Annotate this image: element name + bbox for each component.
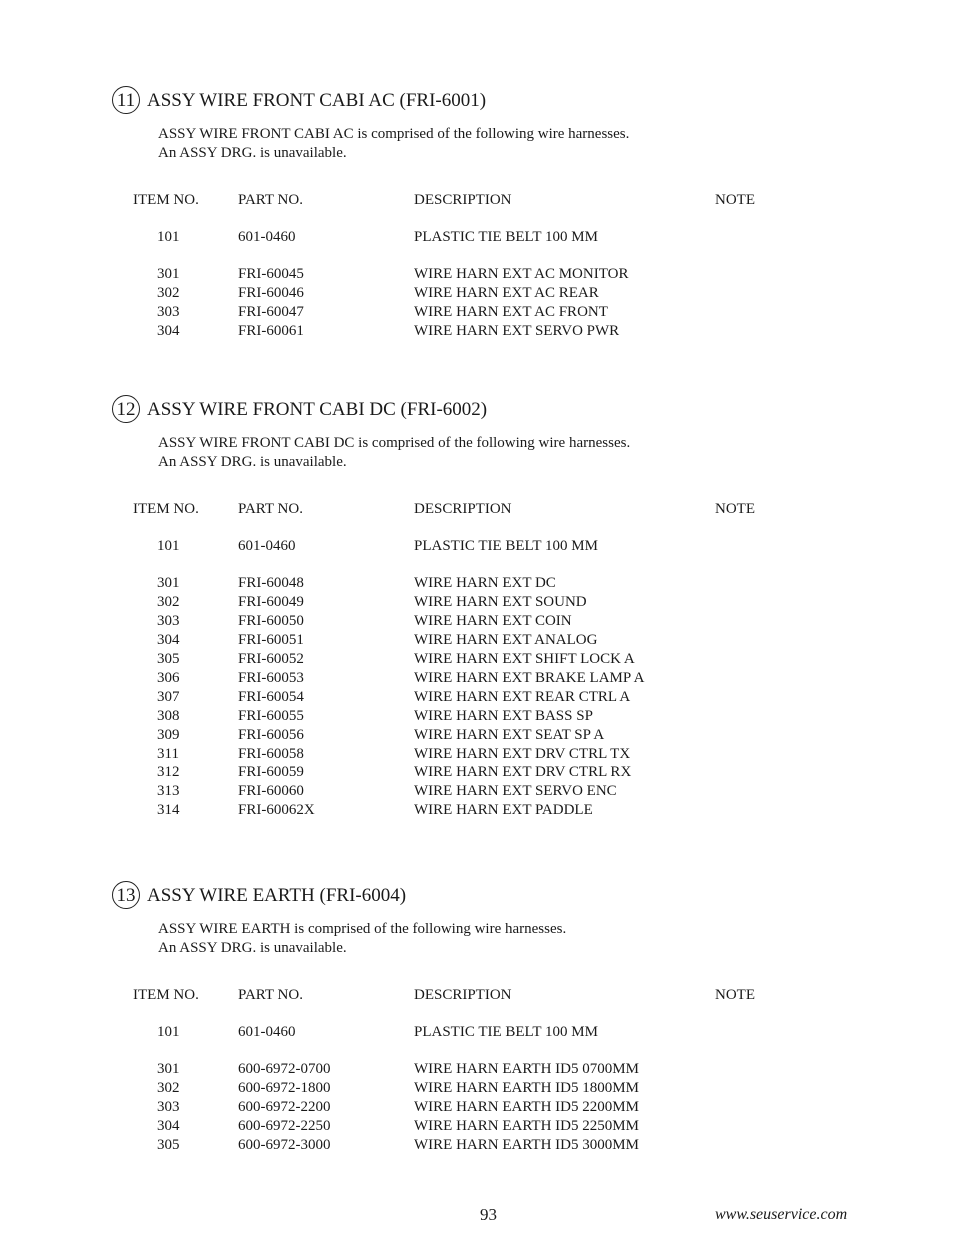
section-number-badge: 12 [112, 395, 140, 423]
section-intro [158, 920, 566, 958]
item-number: 301 [157, 266, 180, 283]
table-row [0, 1136, 954, 1155]
part-description: WIRE HARN EXT AC FRONT [414, 304, 608, 321]
column-header-item: ITEM NO. [133, 501, 199, 517]
part-description: WIRE HARN EARTH ID5 2250MM [414, 1118, 639, 1135]
part-number: FRI-60062X [238, 802, 315, 819]
table-row [0, 763, 954, 782]
table-row [0, 1023, 954, 1042]
section-heading [112, 85, 486, 115]
item-number: 312 [157, 764, 180, 781]
item-number: 304 [157, 323, 180, 340]
item-number: 307 [157, 688, 180, 705]
table-row [0, 1098, 954, 1117]
section-intro [158, 434, 630, 472]
column-header-note: NOTE [715, 501, 755, 517]
part-number: FRI-60056 [238, 726, 304, 743]
table-header [0, 986, 954, 1005]
item-number: 313 [157, 783, 180, 800]
intro-line: ASSY WIRE EARTH is comprised of the following wire harnesses. [158, 921, 567, 937]
part-number: FRI-60059 [238, 764, 304, 781]
item-number: 301 [157, 1061, 180, 1078]
part-number: FRI-60058 [238, 745, 304, 762]
part-number: 601-0460 [238, 1024, 296, 1040]
part-description: WIRE HARN EARTH ID5 3000MM [414, 1137, 639, 1153]
part-description: WIRE HARN EXT SEAT SP A [414, 726, 605, 743]
section-title: ASSY WIRE FRONT CABI DC (FRI-6002) [147, 398, 488, 420]
part-number: 600-6972-2200 [238, 1099, 331, 1116]
item-number: 304 [157, 1118, 180, 1135]
table-row [0, 631, 954, 650]
item-number: 101 [157, 538, 180, 554]
table-row [0, 574, 954, 593]
column-header-part: PART NO. [238, 192, 303, 208]
table-row [0, 612, 954, 631]
item-number: 306 [157, 669, 180, 686]
part-number: 600-6972-0700 [238, 1061, 331, 1078]
item-number: 305 [157, 1137, 180, 1153]
item-number: 302 [157, 594, 180, 611]
item-number: 302 [157, 285, 180, 302]
table-header [0, 500, 954, 519]
intro-line: An ASSY DRG. is unavailable. [158, 454, 347, 470]
part-number: FRI-60061 [238, 323, 304, 340]
table-row [0, 322, 954, 341]
table-row [0, 707, 954, 726]
item-number: 101 [157, 1024, 180, 1040]
table-row [0, 688, 954, 707]
column-header-item: ITEM NO. [133, 987, 199, 1003]
part-description: WIRE HARN EXT AC MONITOR [414, 266, 629, 283]
part-number: FRI-60046 [238, 285, 304, 302]
item-number: 302 [157, 1080, 180, 1097]
part-number: FRI-60053 [238, 669, 304, 686]
table-row [0, 537, 954, 556]
part-description: WIRE HARN EXT SOUND [414, 594, 587, 611]
table-row [0, 726, 954, 745]
column-header-note: NOTE [715, 987, 755, 1003]
part-number: FRI-60047 [238, 304, 304, 321]
part-number: FRI-60045 [238, 266, 304, 283]
part-number: FRI-60054 [238, 688, 304, 705]
table-header [0, 191, 954, 210]
table-row [0, 1060, 954, 1079]
column-header-description: DESCRIPTION [414, 501, 512, 517]
item-number: 303 [157, 1099, 180, 1116]
intro-line: ASSY WIRE FRONT CABI AC is comprised of the following wire harnesses. [158, 126, 630, 142]
section-number-badge: 13 [112, 881, 140, 909]
column-header-note: NOTE [715, 192, 755, 208]
part-description: WIRE HARN EXT BASS SP [414, 707, 593, 724]
table-row [0, 782, 954, 801]
intro-line: ASSY WIRE FRONT CABI DC is comprised of the following wire harnesses. [158, 435, 631, 451]
part-description: WIRE HARN EXT DC [414, 575, 556, 592]
intro-line: An ASSY DRG. is unavailable. [158, 145, 347, 161]
item-number: 301 [157, 575, 180, 592]
part-description: WIRE HARN EXT DRV CTRL TX [414, 745, 631, 762]
part-number: 600-6972-1800 [238, 1080, 331, 1097]
part-description: PLASTIC TIE BELT 100 MM [414, 1024, 598, 1040]
part-description: WIRE HARN EXT PADDLE [414, 802, 593, 819]
section-heading [112, 880, 406, 910]
section-number-badge: 11 [112, 86, 140, 114]
table-row [0, 265, 954, 284]
item-number: 303 [157, 613, 180, 630]
part-description: PLASTIC TIE BELT 100 MM [414, 229, 598, 245]
table-row [0, 801, 954, 820]
section-intro [158, 125, 629, 163]
item-number: 305 [157, 651, 180, 667]
part-number: 600-6972-3000 [238, 1137, 331, 1153]
part-description: WIRE HARN EARTH ID5 0700MM [414, 1061, 639, 1078]
column-header-part: PART NO. [238, 987, 303, 1003]
part-number: FRI-60048 [238, 575, 304, 592]
table-row [0, 593, 954, 612]
part-number: FRI-60049 [238, 594, 304, 611]
part-description: WIRE HARN EXT DRV CTRL RX [414, 764, 632, 781]
column-header-description: DESCRIPTION [414, 192, 512, 208]
table-row [0, 1079, 954, 1098]
part-description: WIRE HARN EXT SHIFT LOCK A [414, 651, 635, 667]
part-description: WIRE HARN EXT SERVO PWR [414, 323, 620, 340]
intro-line: An ASSY DRG. is unavailable. [158, 940, 347, 956]
page-number: 93 [480, 1205, 497, 1224]
part-number: FRI-60050 [238, 613, 304, 630]
table-row [0, 669, 954, 688]
part-number: 600-6972-2250 [238, 1118, 331, 1135]
section-heading [112, 394, 487, 424]
table-row [0, 650, 954, 669]
part-number: FRI-60052 [238, 651, 304, 667]
table-row [0, 228, 954, 247]
item-number: 311 [157, 745, 179, 762]
part-description: WIRE HARN EXT ANALOG [414, 632, 598, 649]
table-row [0, 303, 954, 322]
part-description: PLASTIC TIE BELT 100 MM [414, 538, 598, 554]
item-number: 314 [157, 802, 180, 819]
part-number: FRI-60051 [238, 632, 304, 649]
item-number: 308 [157, 707, 180, 724]
part-description: WIRE HARN EARTH ID5 1800MM [414, 1080, 639, 1097]
column-header-part: PART NO. [238, 501, 303, 517]
part-description: WIRE HARN EXT BRAKE LAMP A [414, 669, 645, 686]
part-number: 601-0460 [238, 229, 296, 245]
item-number: 304 [157, 632, 180, 649]
part-description: WIRE HARN EXT COIN [414, 613, 572, 630]
footer-url: www.seuservice.com [715, 1206, 848, 1223]
item-number: 303 [157, 304, 180, 321]
section-title: ASSY WIRE EARTH (FRI-6004) [147, 884, 407, 906]
item-number: 309 [157, 726, 180, 743]
part-description: WIRE HARN EARTH ID5 2200MM [414, 1099, 639, 1116]
table-row [0, 1117, 954, 1136]
part-description: WIRE HARN EXT SERVO ENC [414, 783, 617, 800]
part-number: FRI-60060 [238, 783, 304, 800]
table-row [0, 284, 954, 303]
column-header-description: DESCRIPTION [414, 987, 512, 1003]
item-number: 101 [157, 229, 180, 245]
column-header-item: ITEM NO. [133, 192, 199, 208]
part-description: WIRE HARN EXT REAR CTRL A [414, 688, 631, 705]
section-title: ASSY WIRE FRONT CABI AC (FRI-6001) [147, 89, 487, 111]
part-number: 601-0460 [238, 538, 296, 554]
part-description: WIRE HARN EXT AC REAR [414, 285, 599, 302]
part-number: FRI-60055 [238, 707, 304, 724]
table-row [0, 745, 954, 764]
